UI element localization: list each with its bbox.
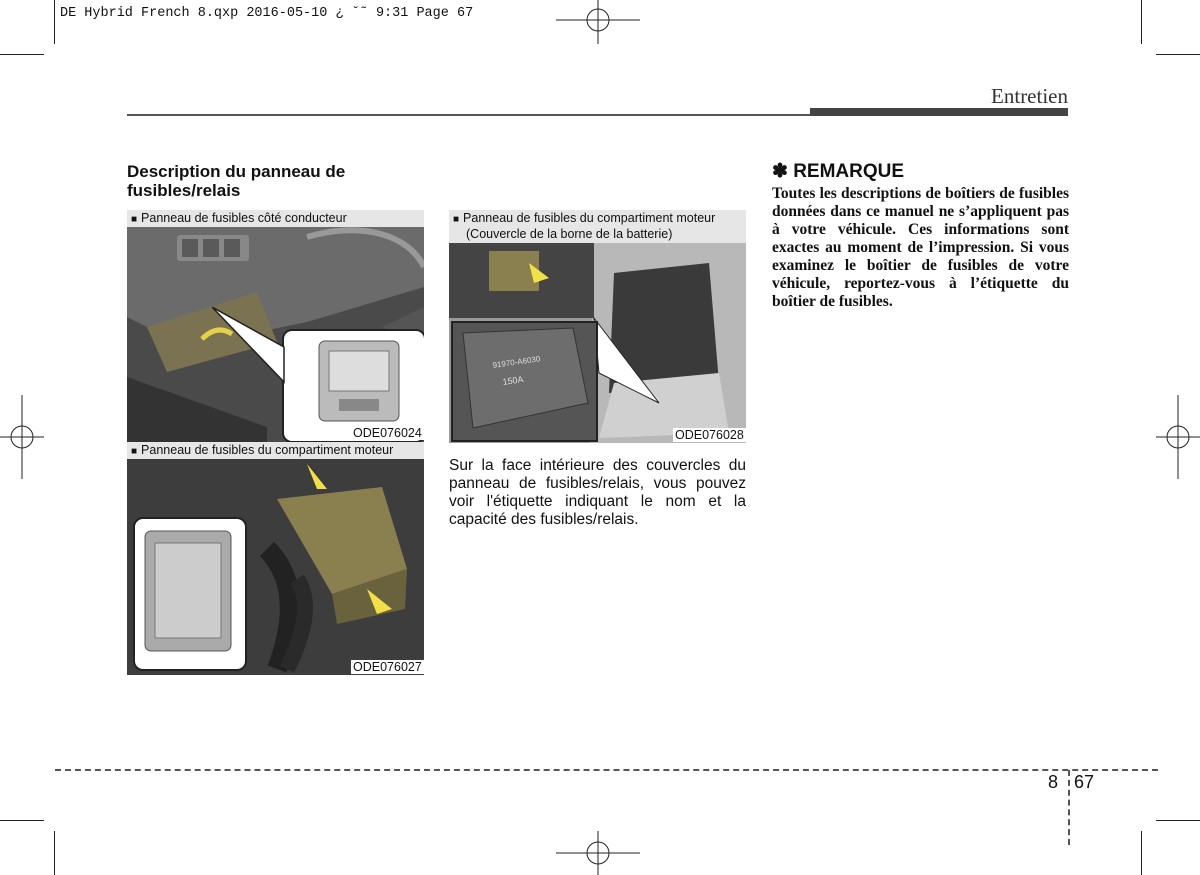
header-rule (127, 114, 810, 116)
registration-mark-icon (556, 831, 640, 875)
figure-code: ODE076027 (353, 660, 422, 674)
figure-code: ODE076024 (353, 426, 422, 440)
registration-mark-icon (556, 0, 640, 44)
square-bullet-icon: ■ (453, 214, 460, 225)
crop-mark (1156, 820, 1200, 821)
cover-label: 91970-A6030 (492, 354, 541, 370)
footer-rule (55, 769, 1158, 771)
fuse-cover-illustration (284, 331, 420, 437)
note-title: ✽ REMARQUE (772, 161, 905, 182)
figure-caption: ■ Panneau de fusibles côté conducteur (127, 210, 424, 227)
note-paragraph: Toutes les descriptions de boîtiers de fusibles données dans ce manuel ne s’appliquent pas à votre véhicule. Ces informations sont exactes au moment de l’impression. Si vous examinez le boîtier de fusibles de votre véhicule, reportez-vous à l’étiquette du boîtier de fusibles. (772, 185, 1069, 310)
page-number: 67 (1074, 772, 1095, 792)
square-bullet-icon: ■ (131, 214, 138, 225)
figure-code: ODE076028 (675, 428, 744, 442)
crop-mark (0, 54, 44, 55)
page-number-separator (1068, 770, 1070, 845)
crop-mark (54, 0, 55, 44)
chapter-title: Entretien (991, 84, 1068, 108)
terminal-cover-illustration (453, 323, 592, 436)
cover-label: 150A (501, 374, 525, 387)
crop-mark (0, 820, 44, 821)
crop-mark (1156, 54, 1200, 55)
callout-pointer (212, 307, 292, 387)
figure-caption: ■ Panneau de fusibles du compartiment moteur (Couvercle de la borne de la batterie) (449, 210, 746, 243)
crop-mark (54, 831, 55, 875)
registration-mark-icon (0, 395, 44, 479)
print-slug: DE Hybrid French 8.qxp 2016-05-10 ¿ ˘˜ 9:31 Page 67 (60, 6, 474, 21)
crop-mark (1141, 831, 1142, 875)
header-rule-thick (810, 108, 1068, 116)
square-bullet-icon: ■ (131, 446, 138, 457)
crop-mark (1141, 0, 1142, 44)
body-paragraph: Sur la face intérieure des couvercles du panneau de fusibles/relais, vous pouvez voir l'étiquette indiquant le nom et la capacité des fusibles/relais. (449, 457, 746, 528)
figure-engine-fuse-panel (127, 459, 424, 675)
figure-driver-fuse-panel (127, 227, 424, 442)
inset-callout (451, 321, 598, 442)
registration-mark-icon (1156, 395, 1200, 479)
figure-caption: ■ Panneau de fusibles du compartiment moteur (127, 442, 424, 459)
figure-battery-terminal-cover (449, 243, 746, 443)
inset-callout (133, 517, 247, 671)
relay-box-illustration (135, 519, 241, 665)
section-title: Description du panneau de fusibles/relais (127, 162, 346, 200)
chapter-number: 8 (1048, 772, 1059, 792)
